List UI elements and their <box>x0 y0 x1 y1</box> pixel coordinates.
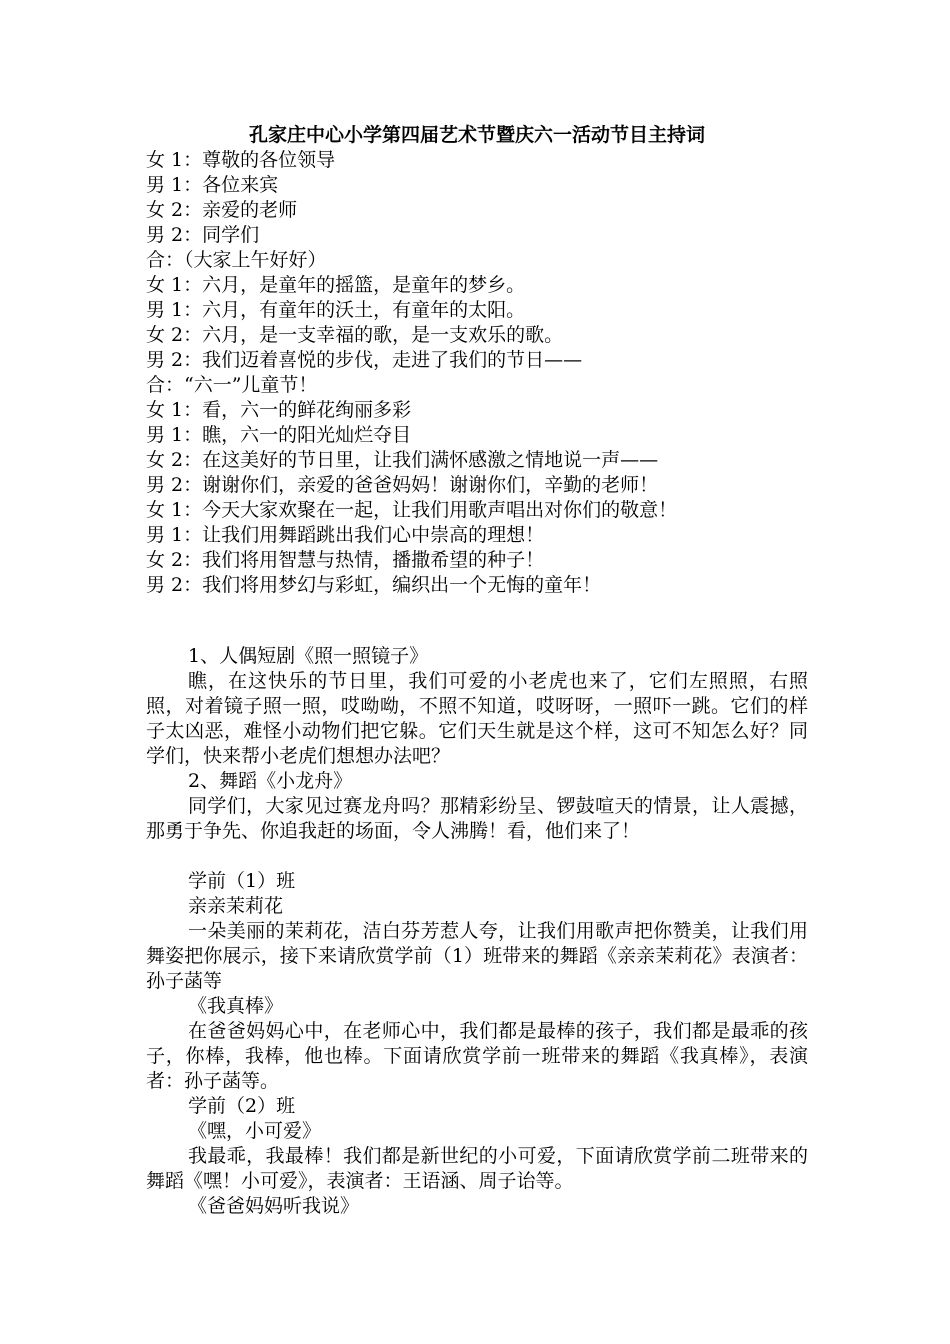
dialogue-line: 女 1：看，六一的鲜花绚丽多彩 <box>146 399 412 421</box>
dialogue-line: 女 1：六月，是童年的摇篮，是童年的梦乡。 <box>146 274 526 296</box>
dialogue-line: 女 2：在这美好的节日里，让我们满怀感激之情地说一声—— <box>146 449 659 471</box>
dialogue-line: 男 2：我们迈着喜悦的步伐，走进了我们的节日—— <box>146 349 583 371</box>
piece-intro: 我最乖，我最棒！我们都是新世纪的小可爱，下面请欣赏学前二班带来的舞蹈《嘿！小可爱》，表演者：王语涵、周子诒等。 <box>146 1145 808 1192</box>
piece-title: 亲亲茉莉花 <box>188 895 284 917</box>
piece-intro: 在爸爸妈妈心中，在老师心中，我们都是最棒的孩子，我们都是最乖的孩子，你棒，我棒，他也棒。下面请欣赏学前一班带来的舞蹈《我真棒》，表演者：孙子菡等。 <box>146 1020 808 1092</box>
dialogue-line: 合：（大家上午好好） <box>146 249 327 271</box>
dialogue-line: 女 2：亲爱的老师 <box>146 199 298 221</box>
section-gap <box>146 598 808 644</box>
class-heading: 学前（2）班 <box>188 1095 296 1117</box>
dialogue-line: 女 1：今天大家欢聚在一起，让我们用歌声唱出对你们的敬意！ <box>146 499 678 521</box>
host-dialogue <box>146 148 808 598</box>
piece-intro: 一朵美丽的茉莉花，洁白芬芳惹人夸，让我们用歌声把你赞美，让我们用舞姿把你展示，接下来请欣赏学前（1）班带来的舞蹈《亲亲茉莉花》表演者：孙子菡等 <box>146 920 808 992</box>
program-list <box>146 644 808 1219</box>
program-item-heading: 2、舞蹈《小龙舟》 <box>188 770 353 792</box>
dialogue-line: 女 1：尊敬的各位领导 <box>146 149 336 171</box>
program-item-intro: 同学们，大家见过赛龙舟吗？那精彩纷呈、锣鼓喧天的情景，让人震撼，那勇于争先、你追我赶的场面，令人沸腾！看，他们来了！ <box>146 795 808 842</box>
class-heading: 学前（1）班 <box>188 870 296 892</box>
document-body <box>146 122 808 1219</box>
dialogue-line: 女 2：六月，是一支幸福的歌，是一支欢乐的歌。 <box>146 324 564 346</box>
program-item-heading: 1、人偶短剧《照一照镜子》 <box>188 645 429 667</box>
dialogue-line: 男 2：我们将用梦幻与彩虹，编织出一个无悔的童年！ <box>146 574 602 596</box>
dialogue-line: 男 1：让我们用舞蹈跳出我们心中崇高的理想！ <box>146 524 545 546</box>
dialogue-line: 男 1：各位来宾 <box>146 174 279 196</box>
dialogue-line: 男 2：谢谢你们，亲爱的爸爸妈妈！谢谢你们，辛勤的老师！ <box>146 474 659 496</box>
blank-line <box>146 844 808 869</box>
piece-title: 《爸爸妈妈听我说》 <box>188 1195 360 1217</box>
dialogue-line: 男 1：六月，有童年的沃土，有童年的太阳。 <box>146 299 526 321</box>
piece-title: 《嘿，小可爱》 <box>188 1120 322 1142</box>
program-item-intro: 瞧，在这快乐的节日里，我们可爱的小老虎也来了，它们左照照，右照照，对着镜子照一照，哎呦呦，不照不知道，哎呀呀，一照吓一跳。它们的样子太凶恶，难怪小动物们把它躲。它们天生就是这个样，这可不知怎么好？同学们，快来帮小老虎们想想办法吧？ <box>146 670 808 767</box>
dialogue-line: 合：“六一”儿童节！ <box>146 374 318 396</box>
dialogue-line: 女 2：我们将用智慧与热情，播撒希望的种子！ <box>146 549 545 571</box>
document-title: 孔家庄中心小学第四届艺术节暨庆六一活动节目主持词 <box>248 124 705 146</box>
dialogue-line: 男 2：同学们 <box>146 224 260 246</box>
piece-title: 《我真棒》 <box>188 995 284 1017</box>
dialogue-line: 男 1：瞧，六一的阳光灿烂夺目 <box>146 424 412 446</box>
